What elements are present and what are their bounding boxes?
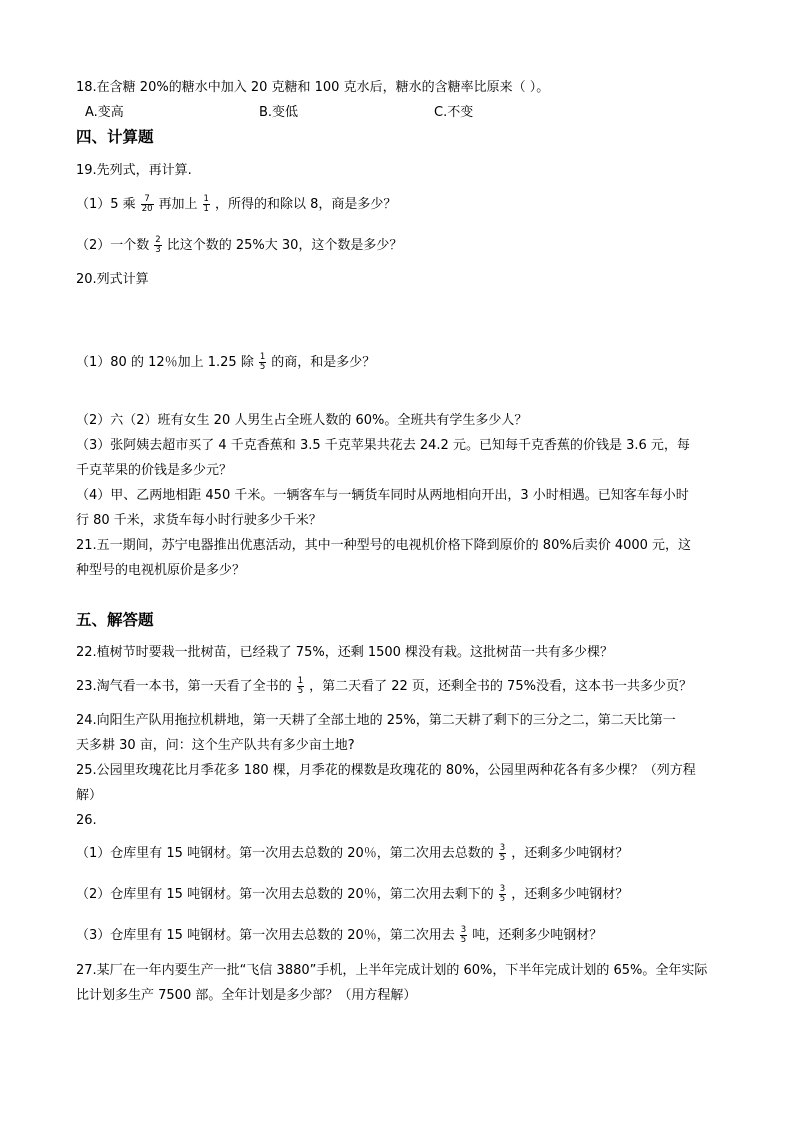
q26-part-2: （2）仓库里有 15 吨钢材。第一次用去总数的 20％，第二次用去剩下的 $\frac{3}{5}$ ，还剩多少吨钢材？ [76,884,629,904]
q20-part-3-line-2: 千克苹果的价钱是多少元？ [76,463,233,478]
q20-part-4-line-1: （4）甲、乙两地相距 450 千米。一辆客车与一辆货车同时从两地相向开出，3 小时相遇。已知客车每小时 [76,488,689,503]
q21-line-1: 21.五一期间，苏宁电器推出优惠活动，其中一种型号的电视机价格下降到原价的 80%后卖价 4000 元，这 [76,538,692,553]
q20-part-1: （1）80 的 12％加上 1.25 除 $\frac{1}{5}$ 的商，和是多少？ [76,352,376,372]
q23: 23.淘气看一本书，第一天看了全书的 $\frac{1}{5}$ ，第二天看了 22 页，还剩全书的 75%没看，这本书一共多少页？ [76,676,692,696]
fraction: $\frac{1}{5}$ [297,676,304,696]
q22: 22.植树节时要栽一批树苗，已经栽了 75%，还剩 1500 棵没有栽。这批树苗一共有多少棵？ [76,645,614,660]
q26-part-1: （1）仓库里有 15 吨钢材。第一次用去总数的 20％，第二次用去总数的 $\frac{3}{5}$ ，还剩多少吨钢材？ [76,843,629,863]
q19-part-1: （1）5 乘 $\frac{7}{20}$ 再加上 $\frac{1}{1}$ ，所得的和除以 8，商是多少？ [76,194,397,214]
q19-stem: 19.先列式，再计算. [76,163,192,178]
option-c: C.不变 [434,105,474,120]
fraction: $\frac{1}{1}$ [203,194,209,214]
fraction: $\frac{3}{5}$ [499,884,506,904]
q27-line-2: 比计划多生产 7500 部。全年计划是多少部？（用方程解） [76,988,417,1003]
q20-stem: 20.列式计算 [76,272,149,287]
fraction: $\frac{7}{20}$ [141,194,153,214]
q26-stem: 26. [76,813,97,828]
q20-part-4-line-2: 行 80 千米，求货车每小时行驶多少千米？ [76,513,322,528]
q18-stem: 18.在含糖 20%的糖水中加入 20 克糖和 100 克水后，糖水的含糖率比原来（ ）。 [76,80,550,95]
fraction: $\frac{3}{5}$ [460,925,467,945]
q24-line-2: 天多耕 30 亩，问：这个生产队共有多少亩土地? [76,738,355,753]
section-5-title: 五、解答题 [76,611,154,629]
q19-part-2: （2）一个数 $\frac{2}{3}$ 比这个数的 25%大 30，这个数是多少？ [76,235,403,255]
q25-line-1: 25.公园里玫瑰花比月季花多 180 棵，月季花的棵数是玫瑰花的 80%，公园里两种花各有多少棵？（列方程 [76,763,696,778]
q20-part-3-line-1: （3）张阿姨去超市买了 4 千克香蕉和 3.5 千克苹果共花去 24.2 元。已知每千克香蕉的价钱是 3.6 元，每 [76,438,690,453]
q26-part-3: （3）仓库里有 15 吨钢材。第一次用去总数的 20％，第二次用去 $\frac{3}{5}$ 吨，还剩多少吨钢材？ [76,925,603,945]
q20-part-2: （2）六（2）班有女生 20 人男生占全班人数的 60%。全班共有学生多少人？ [76,413,528,428]
fraction: $\frac{2}{3}$ [155,235,161,255]
fraction: $\frac{3}{5}$ [499,843,506,863]
option-b: B.变低 [259,105,299,120]
q24-line-1: 24.向阳生产队用拖拉机耕地，第一天耕了全部土地的 25%，第二天耕了剩下的三分之二，第二天比第一 [76,713,676,728]
fraction: $\frac{1}{5}$ [259,352,266,372]
q18-options [85,103,473,123]
section-4-title: 四、计算题 [76,128,154,146]
option-a: A.变高 [85,105,124,120]
q25-line-2: 解） [76,788,103,803]
q21-line-2: 种型号的电视机原价是多少？ [76,563,246,578]
q27-line-1: 27.某厂在一年内要生产一批“飞信 3880”手机，上半年完成计划的 60%，下半年完成计划的 65%。全年实际 [76,963,708,978]
